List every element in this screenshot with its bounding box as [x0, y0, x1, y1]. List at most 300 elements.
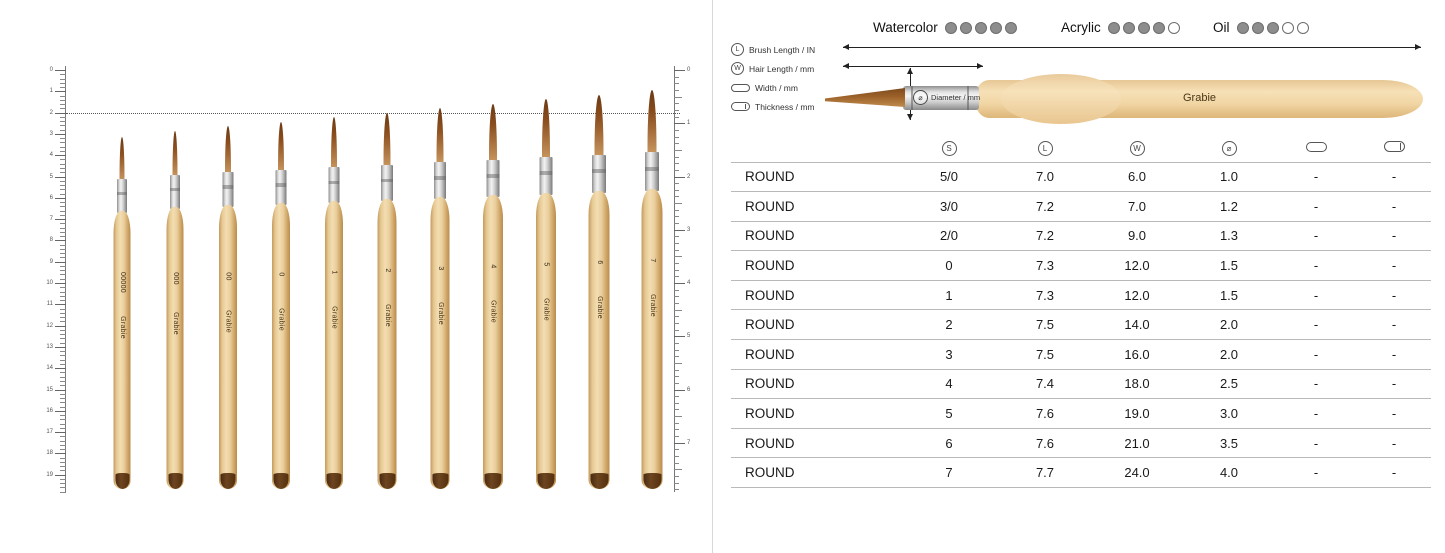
brush-handle [325, 201, 343, 489]
brush-brand-label: Grabie [542, 298, 550, 321]
brush-hair [173, 131, 178, 177]
ruler-tick-label: 13 [46, 343, 53, 350]
table-row [731, 221, 1431, 251]
ruler-tick-label: 17 [46, 429, 53, 436]
cell-width: - [1275, 458, 1357, 488]
ruler-tick-minor [60, 330, 66, 331]
ruler-tick-label: 4 [687, 280, 691, 286]
brush-item[interactable] [642, 90, 663, 493]
ruler-tick-minor [674, 190, 679, 191]
ruler-tick-minor [60, 487, 66, 488]
brush-hair [225, 126, 231, 174]
ruler-tick-minor [60, 147, 66, 148]
cell-hair-length: 16.0 [1091, 340, 1183, 370]
brush-brand-label: Grabie [383, 304, 391, 327]
cell-width: - [1275, 310, 1357, 340]
cell-hair-length: 18.0 [1091, 369, 1183, 399]
brush-diagram [713, 0, 1445, 135]
brush-item[interactable] [378, 113, 397, 493]
ruler-tick-minor [60, 79, 66, 80]
cell-width: - [1275, 221, 1357, 251]
brush-item[interactable] [325, 117, 343, 493]
ruler-tick-label: 9 [49, 258, 53, 265]
brush-ferrule [117, 179, 127, 213]
ruler-tick-minor [674, 236, 679, 237]
length-icon: L [1038, 141, 1053, 156]
ruler-tick-minor [60, 338, 66, 339]
ruler-tick-minor [60, 142, 66, 143]
specification-table [731, 134, 1431, 488]
cell-length: 7.3 [999, 251, 1091, 281]
cell-thickness: - [1357, 192, 1431, 222]
ruler-tick-minor [674, 370, 679, 371]
ruler-tick-minor [674, 343, 679, 344]
table-row [731, 340, 1431, 370]
ruler-tick-minor [60, 449, 66, 450]
brush-brand-label: Grabie [436, 302, 444, 325]
ruler-tick-minor [60, 296, 66, 297]
ruler-tick-minor [60, 381, 66, 382]
ruler-tick-minor [60, 185, 66, 186]
brush-handle [114, 211, 131, 489]
cell-length: 7.2 [999, 221, 1091, 251]
table-header-row [731, 134, 1431, 162]
ruler-tick-minor [60, 253, 66, 254]
ruler-tick-minor [674, 170, 679, 171]
brush-handle [536, 193, 556, 489]
ruler-tick-minor [674, 416, 682, 417]
ruler-tick-minor [674, 363, 682, 364]
ruler-tick-minor [60, 228, 66, 229]
brush-item[interactable] [536, 99, 556, 493]
cell-shape: ROUND [731, 340, 899, 370]
ruler-tick-minor [674, 409, 679, 410]
cell-length: 7.5 [999, 340, 1091, 370]
cell-hair-length: 24.0 [1091, 458, 1183, 488]
ruler-tick [55, 198, 66, 199]
ruler-tick-minor [60, 215, 66, 216]
cell-shape: ROUND [731, 192, 899, 222]
ruler-tick-minor [674, 110, 679, 111]
ruler-tick-minor [674, 449, 679, 450]
ruler-tick-minor [60, 407, 66, 408]
cell-width: - [1275, 428, 1357, 458]
cell-size: 2 [899, 310, 999, 340]
ruler-tick-minor [60, 343, 66, 344]
brush-end-cap [432, 473, 448, 489]
media-label: Oil [1213, 20, 1230, 35]
ruler-tick-minor [60, 479, 66, 480]
cell-width: - [1275, 251, 1357, 281]
cell-thickness: - [1357, 162, 1431, 192]
ruler-tick-minor [60, 483, 66, 484]
ruler-tick-minor [674, 183, 679, 184]
brush-hair [489, 104, 497, 162]
col-header-length [999, 134, 1091, 162]
cell-diameter: 1.5 [1183, 280, 1275, 310]
brush-lineup-panel [0, 0, 712, 553]
ruler-tick-minor [60, 202, 66, 203]
brush-end-cap [221, 473, 236, 489]
cell-size: 3 [899, 340, 999, 370]
brush-item[interactable] [483, 104, 503, 493]
brush-handle [589, 191, 610, 489]
brush-handle [483, 195, 503, 489]
ruler-tick-minor [60, 287, 66, 288]
ruler-tick-minor [60, 424, 66, 425]
cell-width: - [1275, 399, 1357, 429]
brush-hair [278, 122, 284, 172]
ruler-tick-label: 18 [46, 450, 53, 457]
ruler-tick-minor [60, 334, 66, 335]
cell-thickness: - [1357, 280, 1431, 310]
cell-diameter: 3.0 [1183, 399, 1275, 429]
ruler-tick [674, 230, 685, 231]
cell-size: 6 [899, 428, 999, 458]
cell-length: 7.5 [999, 310, 1091, 340]
ruler-tick-minor [674, 163, 679, 164]
ruler-tick-minor [60, 87, 66, 88]
ruler-tick-minor [674, 97, 682, 98]
ruler-tick-minor [60, 402, 66, 403]
ruler-tick-minor [60, 83, 66, 84]
brush-size-label: 00000 [118, 272, 126, 293]
brush-ferrule [645, 152, 659, 191]
cell-thickness: - [1357, 458, 1431, 488]
ruler-tick-label: 12 [46, 322, 53, 329]
cell-length: 7.0 [999, 162, 1091, 192]
cell-diameter: 1.2 [1183, 192, 1275, 222]
cell-diameter: 2.0 [1183, 310, 1275, 340]
ruler-tick-label: 19 [46, 471, 53, 478]
media-label: Watercolor [873, 20, 938, 35]
brush-item[interactable] [219, 126, 237, 493]
brush-hair [595, 95, 604, 157]
table-row [731, 310, 1431, 340]
ruler-tick-minor [674, 243, 679, 244]
ruler-tick-minor [674, 290, 679, 291]
ruler-tick-label: 6 [687, 386, 691, 393]
ruler-tick-minor [60, 360, 66, 361]
ruler-tick [55, 70, 66, 71]
ruler-tick-minor [60, 458, 66, 459]
ruler-tick-minor [674, 396, 679, 397]
ruler-tick-minor [60, 470, 66, 471]
ruler-tick-minor [674, 303, 679, 304]
ruler-tick [55, 283, 66, 284]
ruler-tick-label: 14 [46, 365, 53, 372]
size-icon: S [942, 141, 957, 156]
ruler-tick-minor [60, 274, 66, 275]
ruler-tick-minor [60, 398, 66, 399]
cell-hair-length: 19.0 [1091, 399, 1183, 429]
ruler-tick-label: 3 [49, 130, 53, 137]
ruler-tick-minor [60, 194, 66, 195]
ruler-tick-minor [674, 356, 679, 357]
ruler-tick-minor [674, 203, 682, 204]
brush-brand-label: Grabie [171, 312, 179, 335]
ruler-tick-minor [60, 309, 66, 310]
cell-size: 5 [899, 399, 999, 429]
ruler-tick-minor [674, 210, 679, 211]
cell-thickness: - [1357, 369, 1431, 399]
ruler-tick [55, 219, 66, 220]
ruler-tick-minor [60, 317, 66, 318]
cell-length: 7.6 [999, 399, 1091, 429]
table-row [731, 162, 1431, 192]
diameter-label: Diameter / mm [931, 93, 981, 102]
ruler-tick-minor [674, 483, 679, 484]
brush-item[interactable] [431, 108, 450, 493]
brush-handle [219, 205, 237, 489]
ruler-tick [55, 91, 66, 92]
ruler-tick-minor [674, 117, 679, 118]
ruler-tick-minor [674, 137, 679, 138]
specification-panel [713, 0, 1445, 553]
ruler-tick [55, 347, 66, 348]
cell-size: 2/0 [899, 221, 999, 251]
brush-size-label: 000 [171, 272, 179, 285]
brush-ferrule [540, 157, 553, 195]
brush-brand-label: Grabie [277, 308, 285, 331]
cell-thickness: - [1357, 251, 1431, 281]
brush-end-cap [274, 473, 289, 489]
ruler-tick-minor [60, 385, 66, 386]
ruler-tick-minor [60, 249, 66, 250]
ruler-tick-minor [674, 350, 679, 351]
ruler-tick [55, 432, 66, 433]
ruler-tick-minor [60, 108, 66, 109]
ruler-tick-label: 2 [687, 173, 691, 180]
brush-brand-label: Grabie [224, 310, 232, 333]
ruler-tick-minor [60, 211, 66, 212]
ruler-metric [40, 66, 66, 492]
ruler-tick-label: 4 [49, 152, 53, 159]
ruler-tick-minor [674, 157, 679, 158]
cell-hair-length: 14.0 [1091, 310, 1183, 340]
ruler-tick-minor [674, 130, 679, 131]
ruler-tick-minor [60, 117, 66, 118]
ruler-tick [55, 475, 66, 476]
brush-end-cap [379, 473, 395, 489]
ruler-tick [55, 240, 66, 241]
brush-length-icon: L [731, 43, 744, 56]
legend-label: Brush Length / IN [749, 44, 816, 55]
ruler-tick [55, 326, 66, 327]
ruler-tick [55, 453, 66, 454]
table-row [731, 399, 1431, 429]
ruler-tick-label: 10 [46, 280, 53, 286]
col-header-hair-length [1091, 134, 1183, 162]
ruler-tick-label: 8 [49, 237, 53, 244]
brush-handle [378, 199, 397, 489]
ruler-tick [674, 390, 685, 391]
ruler-tick-label: 15 [46, 386, 53, 393]
ruler-tick-minor [674, 276, 679, 277]
cell-thickness: - [1357, 428, 1431, 458]
ruler-tick-minor [60, 100, 66, 101]
brush-size-label: 1 [330, 270, 338, 275]
cell-shape: ROUND [731, 221, 899, 251]
cell-size: 0 [899, 251, 999, 281]
brush-end-cap [538, 473, 555, 489]
ruler-tick-minor [60, 270, 66, 271]
cell-diameter: 1.5 [1183, 251, 1275, 281]
ruler-tick-minor [60, 232, 66, 233]
ruler-tick-label: 5 [49, 173, 53, 180]
ruler-tick-minor [674, 103, 679, 104]
cell-shape: ROUND [731, 428, 899, 458]
ruler-tick-minor [674, 403, 679, 404]
ruler-tick-minor [674, 143, 679, 144]
ruler-tick-minor [60, 445, 66, 446]
brush-item[interactable] [114, 137, 131, 493]
ruler-tick-minor [60, 415, 66, 416]
diameter-icon: ⌀ [1222, 141, 1237, 156]
thickness-icon [1384, 141, 1405, 152]
brush-hair [120, 137, 125, 181]
ruler-tick-minor [60, 466, 66, 467]
cell-hair-length: 9.0 [1091, 221, 1183, 251]
ruler-tick-minor [60, 181, 66, 182]
brush-size-label: 3 [436, 266, 444, 271]
ruler-tick-minor [60, 372, 66, 373]
cell-length: 7.6 [999, 428, 1091, 458]
ruler-tick [674, 283, 685, 284]
ruler-tick-minor [60, 245, 66, 246]
ruler-tick [55, 177, 66, 178]
brush-ferrule [170, 175, 180, 209]
brush-size-label: 4 [489, 264, 497, 269]
legend-label: Thickness / mm [755, 101, 815, 112]
brush-hair [542, 99, 550, 159]
brush-handle [272, 203, 290, 489]
brush-hair [384, 113, 391, 167]
ruler-tick [674, 177, 685, 178]
ruler-tick [55, 368, 66, 369]
cell-width: - [1275, 280, 1357, 310]
ruler-tick-minor [60, 428, 66, 429]
ruler-tick-minor [60, 321, 66, 322]
cell-diameter: 2.5 [1183, 369, 1275, 399]
ruler-tick-minor [60, 96, 66, 97]
ruler-tick-label: 7 [687, 439, 691, 446]
ruler-tick-minor [60, 104, 66, 105]
ruler-tick-label: 16 [46, 407, 53, 414]
brush-hair [331, 117, 337, 169]
diameter-badge-icon: ⌀ [913, 90, 928, 105]
brush-handle [431, 197, 450, 489]
ruler-tick-minor [674, 223, 679, 224]
cell-hair-length: 12.0 [1091, 251, 1183, 281]
ruler-tick-minor [60, 419, 66, 420]
cell-shape: ROUND [731, 399, 899, 429]
ruler-tick-minor [674, 330, 679, 331]
brush-item[interactable] [272, 122, 290, 493]
brush-ferrule [329, 167, 340, 203]
table-row [731, 251, 1431, 281]
cell-size: 4 [899, 369, 999, 399]
brush-ferrule [276, 170, 287, 205]
ruler-tick-minor [60, 121, 66, 122]
brush-brand-label: Grabie [595, 296, 603, 319]
cell-shape: ROUND [731, 162, 899, 192]
cell-length: 7.4 [999, 369, 1091, 399]
ruler-tick-minor [60, 125, 66, 126]
brush-ferrule [592, 155, 606, 193]
ruler-tick-minor [674, 436, 679, 437]
cell-thickness: - [1357, 221, 1431, 251]
ruler-tick [55, 411, 66, 412]
brush-item[interactable] [167, 131, 184, 493]
col-header-width [1275, 134, 1357, 162]
ruler-tick-minor [674, 423, 679, 424]
ruler-tick-minor [674, 383, 679, 384]
ruler-tick-minor [60, 164, 66, 165]
ruler-tick-minor [674, 316, 679, 317]
brush-end-cap [485, 473, 502, 489]
legend-label: Width / mm [755, 82, 798, 93]
brush-brand-label: Grabie [330, 306, 338, 329]
ruler-tick-minor [674, 83, 679, 84]
hair-length-icon: W [1130, 141, 1145, 156]
cell-diameter: 4.0 [1183, 458, 1275, 488]
ruler-tick-minor [60, 236, 66, 237]
ruler-tick-minor [674, 376, 679, 377]
media-label: Acrylic [1061, 20, 1101, 35]
table-row [731, 369, 1431, 399]
brush-hair [437, 108, 444, 164]
cell-size: 7 [899, 458, 999, 488]
col-header-diameter [1183, 134, 1275, 162]
ruler-tick-minor [60, 441, 66, 442]
ruler-tick [55, 304, 66, 305]
cell-hair-length: 12.0 [1091, 280, 1183, 310]
cell-hair-length: 7.0 [1091, 192, 1183, 222]
ruler-tick-label: 7 [49, 216, 53, 223]
ruler-tick-minor [60, 206, 66, 207]
brush-brand-label: Grabie [118, 316, 126, 339]
ruler-tick-minor [674, 270, 679, 271]
brush-size-label: 00 [224, 272, 232, 281]
ruler-tick-minor [674, 456, 679, 457]
brush-handle [642, 189, 663, 489]
ruler-tick-minor [60, 279, 66, 280]
cell-width: - [1275, 162, 1357, 192]
col-header-size [899, 134, 999, 162]
width-icon [1306, 142, 1327, 152]
cell-shape: ROUND [731, 310, 899, 340]
ruler-tick-minor [60, 313, 66, 314]
ruler-tick-minor [60, 172, 66, 173]
ruler-tick-minor [674, 90, 679, 91]
brush-item[interactable] [589, 95, 610, 493]
ruler-tick [674, 123, 685, 124]
ruler-tick-label: 6 [49, 194, 53, 201]
brush-ferrule [487, 160, 500, 197]
cell-width: - [1275, 340, 1357, 370]
ruler-tick-minor [60, 223, 66, 224]
brush-end-cap [115, 473, 129, 489]
ruler-tick-minor [674, 476, 679, 477]
ruler-tick [674, 443, 685, 444]
ruler-tick-minor [674, 77, 679, 78]
brush-end-cap [168, 473, 182, 489]
cell-diameter: 3.5 [1183, 428, 1275, 458]
cell-size: 3/0 [899, 192, 999, 222]
cell-thickness: - [1357, 340, 1431, 370]
ruler-tick-minor [674, 196, 679, 197]
